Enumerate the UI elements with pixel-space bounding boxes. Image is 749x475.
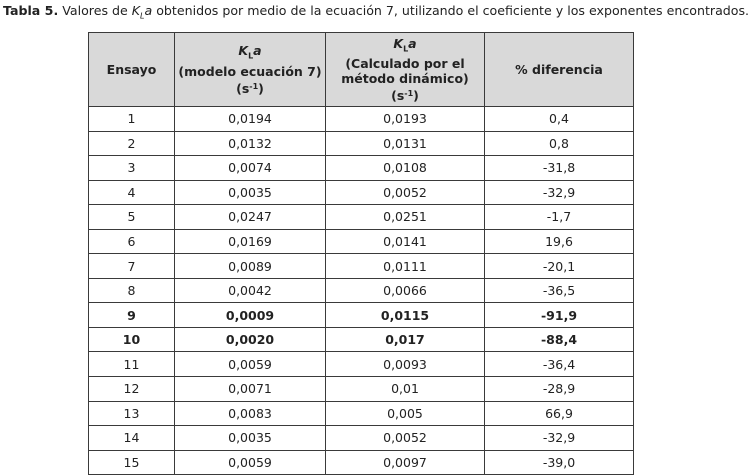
cell-kla-dinamico: 0,0131 xyxy=(326,131,485,156)
header-kla-modelo-unit-close: ) xyxy=(258,80,264,96)
cell-diferencia: -36,4 xyxy=(485,352,634,377)
header-kla-modelo-var-after: a xyxy=(253,43,262,59)
header-kla-dinamico-unit-open: (s xyxy=(391,88,405,104)
cell-diferencia: -88,4 xyxy=(485,327,634,352)
header-kla-dinamico-desc-2: método dinámico) xyxy=(341,71,469,87)
cell-ensayo: 12 xyxy=(89,377,175,402)
header-ensayo: Ensayo xyxy=(89,33,175,107)
cell-kla-modelo: 0,0089 xyxy=(175,254,326,279)
cell-ensayo: 2 xyxy=(89,131,175,156)
table-row xyxy=(89,426,634,451)
header-kla-dinamico-sub: L xyxy=(403,44,409,54)
cell-kla-dinamico: 0,0093 xyxy=(326,352,485,377)
cell-kla-dinamico: 0,0141 xyxy=(326,229,485,254)
cell-kla-modelo: 0,0071 xyxy=(175,377,326,402)
cell-kla-dinamico: 0,0193 xyxy=(326,107,485,132)
header-kla-dinamico-desc-1: (Calculado por el xyxy=(345,56,465,72)
table-row xyxy=(89,352,634,377)
cell-kla-modelo: 0,0009 xyxy=(175,303,326,328)
cell-kla-dinamico: 0,0052 xyxy=(326,426,485,451)
caption-var: K xyxy=(131,3,141,18)
cell-diferencia: -20,1 xyxy=(485,254,634,279)
cell-kla-dinamico: 0,01 xyxy=(326,377,485,402)
cell-diferencia: 0,4 xyxy=(485,107,634,132)
cell-kla-dinamico: 0,0111 xyxy=(326,254,485,279)
cell-ensayo: 1 xyxy=(89,107,175,132)
cell-kla-dinamico: 0,0251 xyxy=(326,205,485,230)
cell-kla-dinamico: 0,0115 xyxy=(326,303,485,328)
header-kla-dinamico-var: K xyxy=(393,35,404,51)
cell-ensayo: 4 xyxy=(89,180,175,205)
table-row xyxy=(89,327,634,352)
cell-kla-modelo: 0,0132 xyxy=(175,131,326,156)
cell-kla-modelo: 0,0059 xyxy=(175,352,326,377)
table-row xyxy=(89,278,634,303)
cell-diferencia: 0,8 xyxy=(485,131,634,156)
header-kla-modelo-sub: L xyxy=(248,51,254,61)
header-kla-modelo-unit xyxy=(175,79,325,96)
caption-var-after: a xyxy=(144,3,153,18)
header-kla-modelo-desc: (modelo ecuación 7) xyxy=(178,63,322,79)
cell-ensayo: 14 xyxy=(89,426,175,451)
cell-ensayo: 15 xyxy=(89,450,175,475)
cell-ensayo: 6 xyxy=(89,229,175,254)
caption-text-before: Valores de xyxy=(58,3,132,18)
cell-kla-dinamico: 0,005 xyxy=(326,401,485,426)
kla-comparison-table xyxy=(88,32,634,475)
cell-diferencia: -39,0 xyxy=(485,450,634,475)
cell-diferencia: -1,7 xyxy=(485,205,634,230)
header-diferencia: % diferencia xyxy=(485,33,634,107)
cell-ensayo: 9 xyxy=(89,303,175,328)
cell-diferencia: 19,6 xyxy=(485,229,634,254)
header-kla-modelo-var: K xyxy=(238,43,249,59)
cell-diferencia: -36,5 xyxy=(485,278,634,303)
table-row xyxy=(89,377,634,402)
caption-var-sub: L xyxy=(140,11,145,21)
header-kla-dinamico-unit-sup: -1 xyxy=(404,89,414,99)
cell-diferencia: -31,8 xyxy=(485,156,634,181)
table-row xyxy=(89,131,634,156)
header-kla-dinamico-var-after: a xyxy=(408,35,417,51)
table-row xyxy=(89,205,634,230)
cell-kla-modelo: 0,0074 xyxy=(175,156,326,181)
header-kla-modelo-unit-sup: -1 xyxy=(249,81,259,91)
table-row xyxy=(89,229,634,254)
table-body xyxy=(89,107,634,475)
cell-diferencia: -32,9 xyxy=(485,426,634,451)
header-kla-modelo-unit-open: (s xyxy=(236,80,250,96)
cell-kla-dinamico: 0,0052 xyxy=(326,180,485,205)
header-kla-modelo-symbol xyxy=(175,43,325,64)
table-row xyxy=(89,450,634,475)
cell-kla-dinamico: 0,017 xyxy=(326,327,485,352)
cell-ensayo: 8 xyxy=(89,278,175,303)
table-caption xyxy=(3,3,749,21)
header-kla-modelo xyxy=(175,33,326,107)
cell-diferencia: 66,9 xyxy=(485,401,634,426)
cell-ensayo: 13 xyxy=(89,401,175,426)
cell-diferencia: -28,9 xyxy=(485,377,634,402)
cell-ensayo: 5 xyxy=(89,205,175,230)
cell-diferencia: -32,9 xyxy=(485,180,634,205)
header-kla-dinamico-unit-close: ) xyxy=(413,88,419,104)
cell-kla-modelo: 0,0194 xyxy=(175,107,326,132)
cell-ensayo: 3 xyxy=(89,156,175,181)
header-kla-dinamico xyxy=(326,33,485,107)
caption-variable xyxy=(131,3,153,21)
table-row xyxy=(89,180,634,205)
cell-kla-modelo: 0,0247 xyxy=(175,205,326,230)
cell-kla-modelo: 0,0035 xyxy=(175,180,326,205)
cell-kla-modelo: 0,0169 xyxy=(175,229,326,254)
table-header-row xyxy=(89,33,634,107)
cell-kla-modelo: 0,0035 xyxy=(175,426,326,451)
table-row xyxy=(89,156,634,181)
cell-kla-modelo: 0,0083 xyxy=(175,401,326,426)
cell-kla-dinamico: 0,0066 xyxy=(326,278,485,303)
header-kla-dinamico-symbol xyxy=(326,36,484,57)
caption-text-after: obtenidos por medio de la ecuación 7, utilizando el coeficiente y los exponentes encontrados. xyxy=(152,3,749,18)
table-row xyxy=(89,401,634,426)
table-row xyxy=(89,303,634,328)
cell-kla-dinamico: 0,0108 xyxy=(326,156,485,181)
table-row xyxy=(89,254,634,279)
cell-ensayo: 11 xyxy=(89,352,175,377)
cell-kla-modelo: 0,0020 xyxy=(175,327,326,352)
cell-ensayo: 7 xyxy=(89,254,175,279)
table-row xyxy=(89,107,634,132)
caption-label: Tabla 5. xyxy=(3,3,59,18)
header-kla-dinamico-unit xyxy=(326,86,484,103)
cell-kla-modelo: 0,0059 xyxy=(175,450,326,475)
cell-kla-modelo: 0,0042 xyxy=(175,278,326,303)
cell-ensayo: 10 xyxy=(89,327,175,352)
cell-kla-dinamico: 0,0097 xyxy=(326,450,485,475)
cell-diferencia: -91,9 xyxy=(485,303,634,328)
